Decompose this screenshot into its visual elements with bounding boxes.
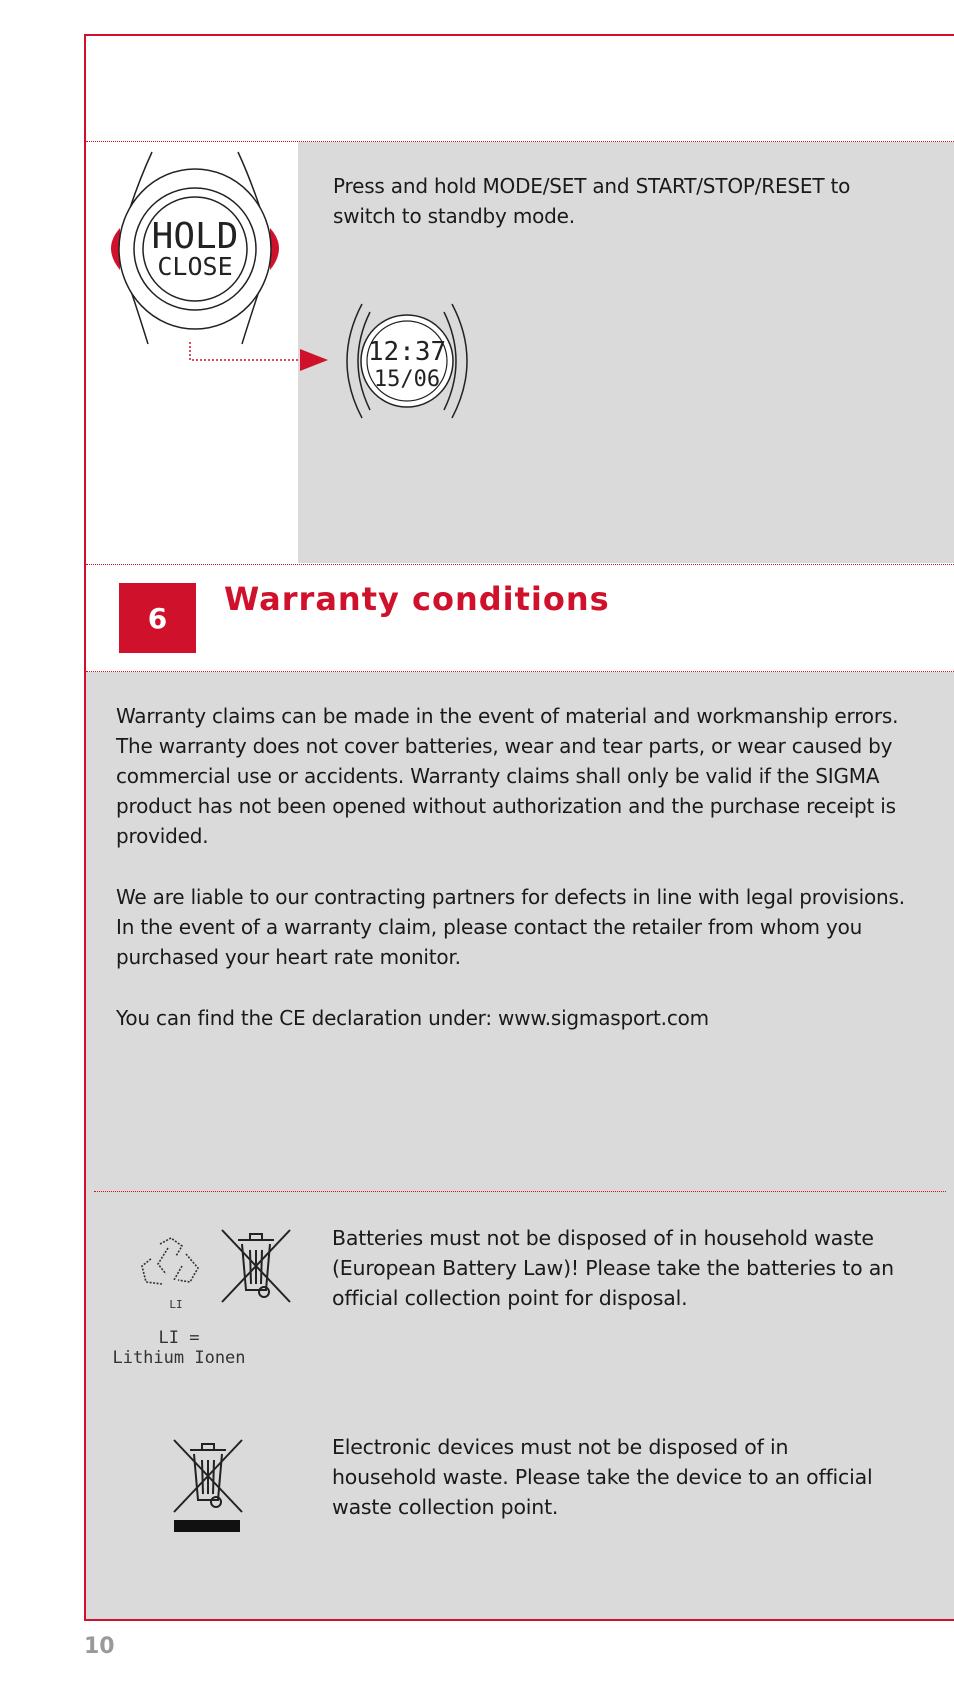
recycle-icon: [138, 1234, 204, 1314]
device-disposal-text: Electronic devices must not be disposed of in household waste. Please take the device to an official waste collection point.: [332, 1435, 873, 1519]
li-legend-line1: LI =: [158, 1328, 200, 1348]
standby-instruction: Press and hold MODE/SET and START/STOP/RESET to switch to standby mode.: [333, 174, 851, 228]
watch-small-line1: 12:37: [367, 337, 447, 367]
watch-small-line2: 15/06: [373, 367, 441, 392]
crossed-bin-icon-device: [168, 1436, 248, 1536]
warranty-paragraph-1: Warranty claims can be made in the event of material and workmanship errors. The warranty does not cover batteries, wear and tear parts, or wear caused by commercial use or accidents. Warranty claims shall only be valid if the SIGMA product has not been opened without authorization and the purchase receipt is provided.: [116, 704, 899, 848]
warranty-paragraph-3: You can find the CE declaration under: www.sigmasport.com: [116, 1006, 709, 1030]
divider-disposal: [94, 1191, 946, 1192]
recycle-mark-label: LI: [169, 1298, 183, 1311]
section-number-badge: 6: [119, 583, 196, 653]
watch-big-line1: HOLD: [151, 216, 239, 257]
section-title: Warranty conditions: [224, 580, 610, 618]
watch-big-line2: CLOSE: [157, 252, 233, 281]
warranty-paragraph-2: We are liable to our contracting partners for defects in line with legal provisions. In the event of a warranty claim, please contact the retailer from whom you purchased your heart rate monitor.: [116, 885, 905, 969]
battery-disposal-text: Batteries must not be disposed of in household waste (European Battery Law)! Please take the batteries to an official collection point for disposal.: [332, 1226, 894, 1310]
watch-time-date-illustration: [332, 302, 482, 420]
watch-hold-close-illustration: [100, 148, 290, 348]
li-legend: [112, 1328, 246, 1368]
arrow-connector-icon: [188, 340, 333, 380]
li-legend-line2: Lithium Ionen: [112, 1348, 246, 1368]
crossed-bin-icon-battery: [218, 1226, 294, 1306]
page-number: 10: [84, 1634, 115, 1659]
divider-section-top: [86, 564, 954, 565]
